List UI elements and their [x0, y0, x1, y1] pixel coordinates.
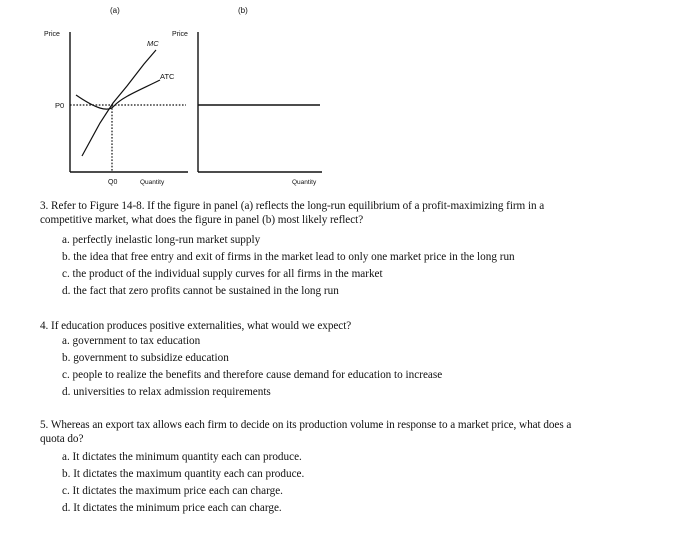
- panel-b-price-label: Price: [172, 31, 188, 38]
- question-3-option-a: a. perfectly inelastic long-run market supply: [62, 234, 261, 246]
- question-4-option-d: d. universities to relax admission requirements: [62, 386, 271, 398]
- mc-label: MC: [147, 39, 159, 48]
- atc-label: ATC: [160, 72, 175, 81]
- question-3-option-d: d. the fact that zero profits cannot be sustained in the long run: [62, 285, 339, 297]
- question-5-option-a: a. It dictates the minimum quantity each can produce.: [62, 451, 302, 463]
- panel-b-label: (b): [238, 6, 248, 15]
- figure-14-8: [0, 0, 700, 195]
- question-4-option-c: c. people to realize the benefits and therefore cause demand for education to increase: [62, 369, 443, 381]
- question-4-option-a: a. government to tax education: [62, 335, 201, 347]
- question-3-stem-line-2: competitive market, what does the figure in panel (b) most likely reflect?: [40, 214, 364, 226]
- panel-a-label: (a): [110, 6, 120, 15]
- question-5-option-b: b. It dictates the maximum quantity each can produce.: [62, 468, 305, 480]
- question-4-option-b: b. government to subsidize education: [62, 352, 229, 364]
- panel-b-quantity-label: Quantity: [292, 179, 317, 186]
- q0-label: Q0: [108, 179, 118, 186]
- mc-curve: [82, 50, 156, 156]
- question-3-option-c: c. the product of the individual supply curves for all firms in the market: [62, 268, 383, 280]
- question-3-option-b: b. the idea that free entry and exit of firms in the market lead to only one market price in the long run: [62, 251, 515, 263]
- panel-a-price-label: Price: [44, 31, 60, 38]
- question-5-option-d: d. It dictates the minimum price each can charge.: [62, 502, 282, 514]
- question-5-option-c: c. It dictates the maximum price each can charge.: [62, 485, 283, 497]
- question-3-stem-line-1: 3. Refer to Figure 14-8. If the figure in panel (a) reflects the long-run equilibrium of a profit-maximizing firm in a: [40, 200, 545, 212]
- panel-a-quantity-label: Quantity: [140, 179, 165, 186]
- question-5-stem-line-2: quota do?: [40, 433, 84, 445]
- p0-label: P0: [55, 101, 65, 110]
- question-4-stem: 4. If education produces positive externalities, what would we expect?: [40, 320, 352, 332]
- question-5-stem-line-1: 5. Whereas an export tax allows each firm to decide on its production volume in response to a market price, what does a: [40, 419, 572, 431]
